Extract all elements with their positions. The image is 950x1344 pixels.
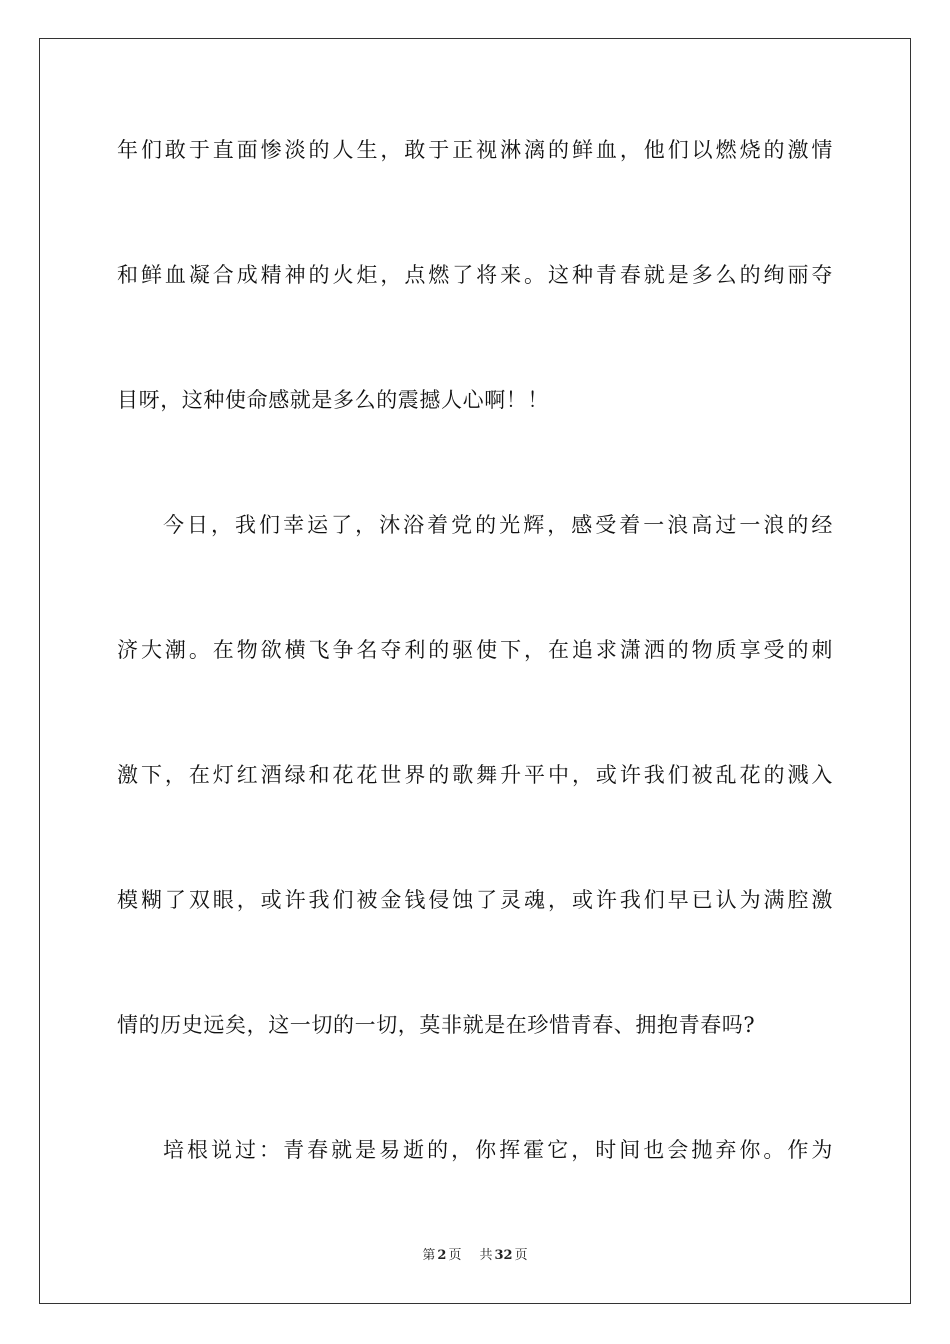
body-text-line: 情的历史远矣，这一切的一切，莫非就是在珍惜青春、拥抱青春吗?: [117, 1013, 756, 1037]
page-prefix: 第: [422, 1248, 436, 1263]
paragraph-start-line: 培根说过：青春就是易逝的，你挥霍它，时间也会抛弃你。作为: [163, 1138, 833, 1162]
total-suffix: 页: [514, 1248, 528, 1263]
body-text-line: 目呀，这种使命感就是多么的震撼人心啊！！: [117, 388, 549, 412]
page-number: 2: [437, 1248, 447, 1263]
page-suffix: 页: [448, 1248, 462, 1263]
total-pages: 32: [494, 1248, 513, 1263]
body-text-line: 和鲜血凝合成精神的火炬，点燃了将来。这种青春就是多么的绚丽夺: [117, 263, 833, 287]
body-text-line: 激下，在灯红酒绿和花花世界的歌舞升平中，或许我们被乱花的溅入: [117, 763, 833, 787]
total-prefix: 共: [479, 1248, 493, 1263]
page-border: [39, 38, 911, 1304]
paragraph-start-line: 今日，我们幸运了，沐浴着党的光辉，感受着一浪高过一浪的经: [163, 513, 833, 537]
page-footer: [0, 1247, 950, 1265]
body-text-line: 年们敢于直面惨淡的人生，敢于正视淋漓的鲜血，他们以燃烧的激情: [117, 138, 833, 162]
body-text-line: 模糊了双眼，或许我们被金钱侵蚀了灵魂，或许我们早已认为满腔激: [117, 888, 833, 912]
body-text-line: 济大潮。在物欲横飞争名夺利的驱使下，在追求潇洒的物质享受的刺: [117, 638, 833, 662]
